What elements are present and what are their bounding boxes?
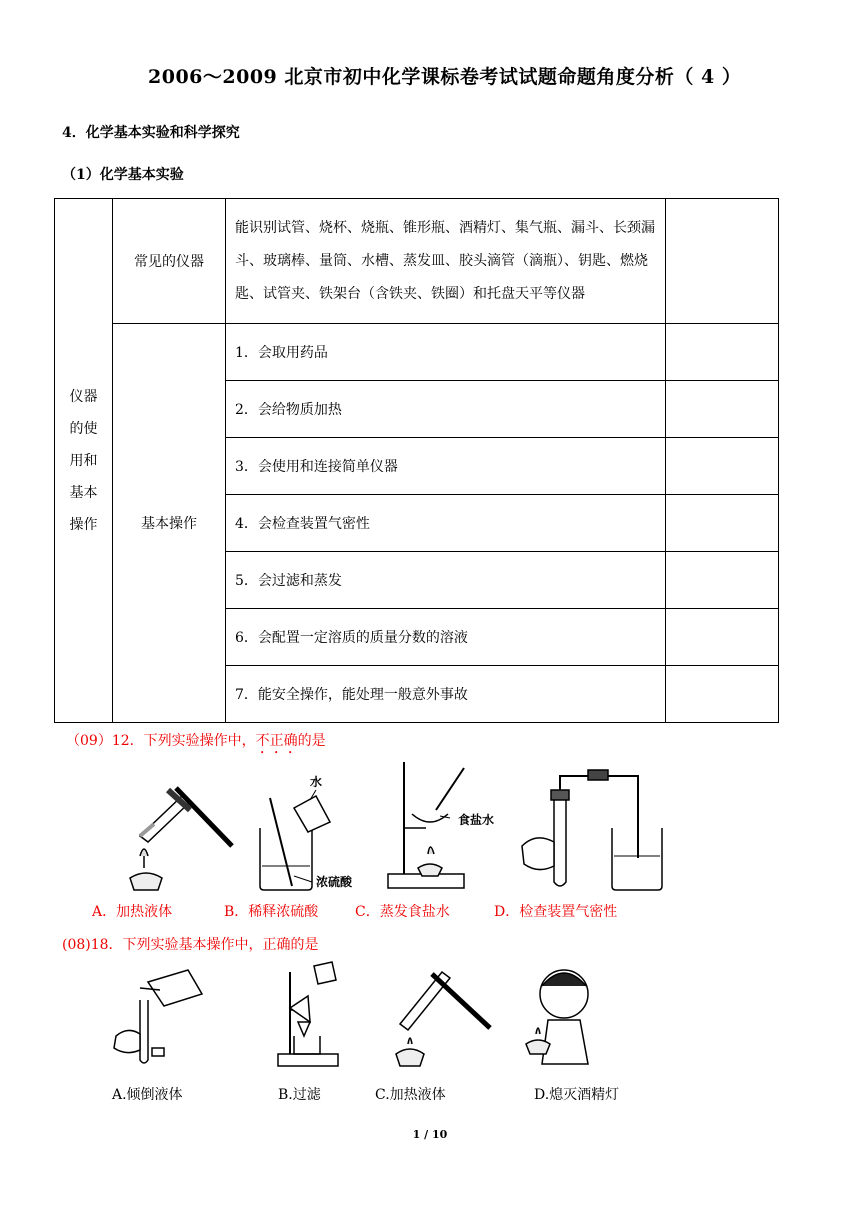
question-text: （09）12．下列实验操作中， [66, 733, 256, 749]
label-salt-water: 食盐水 [458, 813, 495, 827]
emphasis-text: 不正确 [255, 733, 298, 749]
label-water: 水 [310, 775, 323, 789]
experiment-figures-2008 [100, 960, 600, 1072]
option-d-caption: D.熄灭酒精灯 [534, 1087, 620, 1103]
label-acid: 浓硫酸 [316, 875, 353, 889]
option-b-caption: B．稀释浓硫酸 [224, 904, 319, 920]
operation-item: 1．会取用药品 [226, 324, 666, 381]
table-row [55, 199, 779, 324]
standards-table [54, 198, 779, 723]
group-label-cell [55, 199, 113, 723]
filtration-illustration [278, 962, 338, 1066]
question-2009-12 [66, 730, 326, 757]
option-c-caption: C.加热液体 [375, 1087, 446, 1103]
group-label-line: 用和 [69, 452, 98, 469]
air-tightness-illustration [522, 770, 662, 890]
empty-cell [666, 324, 779, 381]
pouring-liquid-illustration [114, 970, 202, 1063]
group-label-line: 操作 [69, 516, 98, 533]
option-b-caption: B.过滤 [278, 1087, 321, 1103]
empty-cell [666, 199, 779, 324]
heating-liquid-illustration [130, 788, 232, 890]
heating-liquid-illustration [396, 972, 490, 1066]
empty-cell [666, 552, 779, 609]
operation-item: 6．会配置一定溶质的质量分数的溶液 [226, 609, 666, 666]
group-label-line: 的使 [69, 420, 98, 437]
subsection-heading: （1）化学基本实验 [62, 167, 184, 183]
extinguishing-lamp-illustration [526, 970, 588, 1064]
evaporation-illustration [388, 762, 494, 888]
page-title: 2006～2009 北京市初中化学课标卷考试试题命题角度分析（ 4 ） [148, 66, 742, 88]
instruments-description: 能识别试管、烧杯、烧瓶、锥形瓶、酒精灯、集气瓶、漏斗、长颈漏斗、玻璃棒、量筒、水槽、蒸发皿、胶头滴管（滴瓶）、钥匙、燃烧匙、试管夹、铁架台（含铁夹、铁圈）和托盘天平等仪器 [226, 199, 666, 324]
diluting-acid-illustration [260, 774, 353, 890]
operation-item: 4．会检查装置气密性 [226, 495, 666, 552]
row-label-instruments: 常见的仪器 [113, 199, 226, 324]
option-a-caption: A.倾倒液体 [112, 1087, 183, 1103]
empty-cell [666, 666, 779, 723]
empty-cell [666, 495, 779, 552]
question-2008-18: (08)18．下列实验基本操作中，正确的是 [62, 937, 319, 953]
option-a-caption: A．加热液体 [92, 904, 173, 920]
table-row [55, 324, 779, 381]
operation-item: 5．会过滤和蒸发 [226, 552, 666, 609]
option-c-caption: C．蒸发食盐水 [355, 904, 450, 920]
empty-cell [666, 381, 779, 438]
page-number: 1 / 10 [412, 1128, 448, 1141]
operation-item: 3．会使用和连接简单仪器 [226, 438, 666, 495]
row-label-operations: 基本操作 [113, 324, 226, 723]
section-heading: 4．化学基本实验和科学探究 [62, 125, 240, 141]
group-label-line: 基本 [69, 484, 98, 501]
operation-item: 7．能安全操作，能处理一般意外事故 [226, 666, 666, 723]
experiment-figures-2009 [110, 758, 670, 896]
question-text: 的是 [297, 733, 326, 749]
empty-cell [666, 609, 779, 666]
empty-cell [666, 438, 779, 495]
group-label-line: 仪器 [69, 388, 98, 405]
option-d-caption: D．检查装置气密性 [494, 904, 618, 920]
operation-item: 2．会给物质加热 [226, 381, 666, 438]
